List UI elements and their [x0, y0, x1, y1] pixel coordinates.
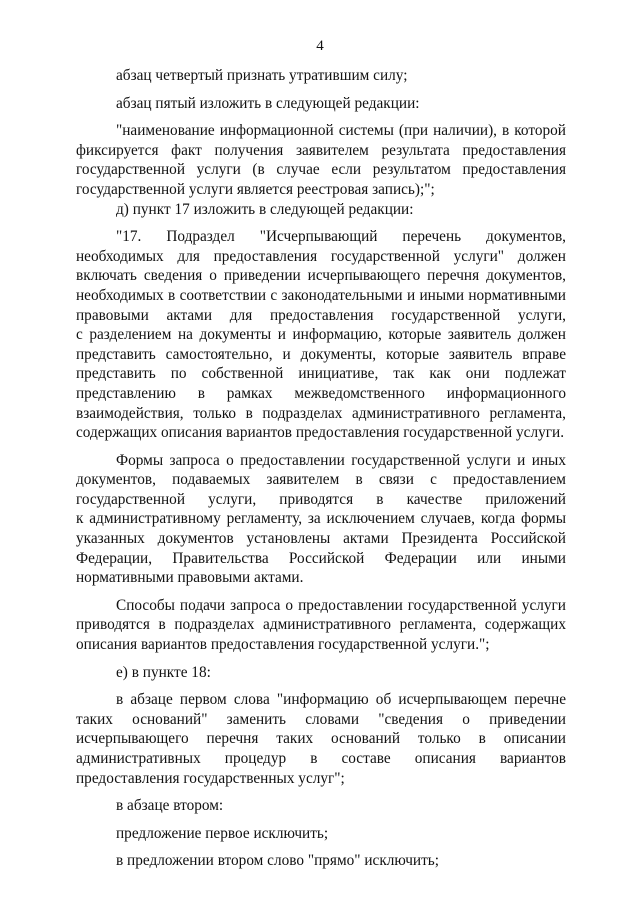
text-line: "наименование информационной системы (при наличии), в которой — [116, 122, 566, 140]
text-line: взаимодействия, только в подразделах административного регламента, — [76, 404, 566, 422]
paragraph — [76, 66, 566, 86]
text-line: Формы запроса о предоставлении государственной услуги и иных — [116, 451, 566, 469]
text-line: е) в пункте 18: — [116, 663, 211, 681]
paragraph — [76, 451, 566, 588]
text-line: "17. Подраздел "Исчерпывающий перечень документов, — [116, 228, 566, 246]
paragraph — [76, 690, 566, 788]
paragraph — [76, 796, 566, 816]
paragraph — [76, 663, 566, 683]
text-line: в абзаце втором: — [116, 797, 224, 815]
paragraph — [76, 227, 566, 443]
text-line: предложение первое исключить; — [116, 824, 329, 842]
paragraph — [76, 94, 566, 114]
text-line: фиксируется факт получения заявителем результата предоставления — [76, 141, 566, 159]
text-line: к административному регламенту, за исключением случаев, когда формы — [76, 510, 566, 528]
text-line: представлению в рамках межведомственного информационного — [76, 384, 566, 402]
text-line: включать сведения о приведении исчерпывающего перечня документов, — [76, 267, 566, 285]
text-line: д) пункт 17 изложить в следующей редакции: — [116, 200, 414, 218]
text-line: представить самостоятельно, и документы, которые заявитель вправе — [76, 345, 566, 363]
paragraph — [76, 851, 566, 871]
text-line: Федерации, Правительства Российской Федерации или иными — [76, 549, 566, 567]
text-line: представить по собственной инициативе, так как они подлежат — [76, 365, 566, 383]
text-line: документов, подаваемых заявителем в связи с предоставлением — [76, 471, 566, 489]
text-line: в абзаце первом слова "информацию об исчерпывающем перечне — [116, 691, 566, 709]
text-line: Способы подачи запроса о предоставлении государственной услуги — [116, 596, 566, 614]
text-line: исчерпывающего перечня таких оснований только в описании — [76, 730, 566, 748]
text-line: необходимых в соответствии с законодательными и иными нормативными — [76, 286, 566, 304]
page-number: 4 — [316, 38, 324, 54]
text-line: государственной услуги, приводятся в качестве приложений — [76, 490, 566, 508]
text-line: предоставления государственных услуг"; — [76, 769, 345, 787]
paragraph — [76, 200, 566, 220]
text-line: содержащих описания вариантов предоставления государственной услуги. — [76, 424, 565, 442]
text-line: с разделением на документы и информацию, которые заявитель должен — [76, 326, 566, 344]
text-line: абзац пятый изложить в следующей редакции: — [116, 94, 420, 112]
text-line: административных процедур в составе описания вариантов — [76, 750, 566, 767]
paragraph — [76, 824, 566, 844]
text-line: государственной услуги (в случае если результатом предоставления — [76, 161, 566, 179]
paragraph — [76, 596, 566, 655]
text-line: приводятся в подразделах административного регламента, содержащих — [76, 616, 566, 634]
text-line: таких оснований" заменить словами "сведения о приведении — [76, 710, 566, 728]
text-line: нормативными правовыми актами. — [76, 569, 304, 587]
text-line: описания вариантов предоставления государственной услуги."; — [76, 636, 490, 654]
document-body — [76, 66, 566, 871]
paragraph — [76, 121, 566, 199]
text-line: абзац четвертый признать утратившим силу; — [116, 67, 408, 84]
text-line: в предложении втором слово "прямо" исключить; — [116, 852, 440, 870]
text-line: необходимых для предоставления государственной услуги" должен — [76, 247, 566, 265]
text-line: указанных документов установлены актами Президента Российской — [76, 530, 566, 548]
text-line: государственной услуги является реестровая запись);"; — [76, 180, 435, 198]
text-line: правовыми актами для предоставления государственной услуги, — [76, 306, 566, 324]
